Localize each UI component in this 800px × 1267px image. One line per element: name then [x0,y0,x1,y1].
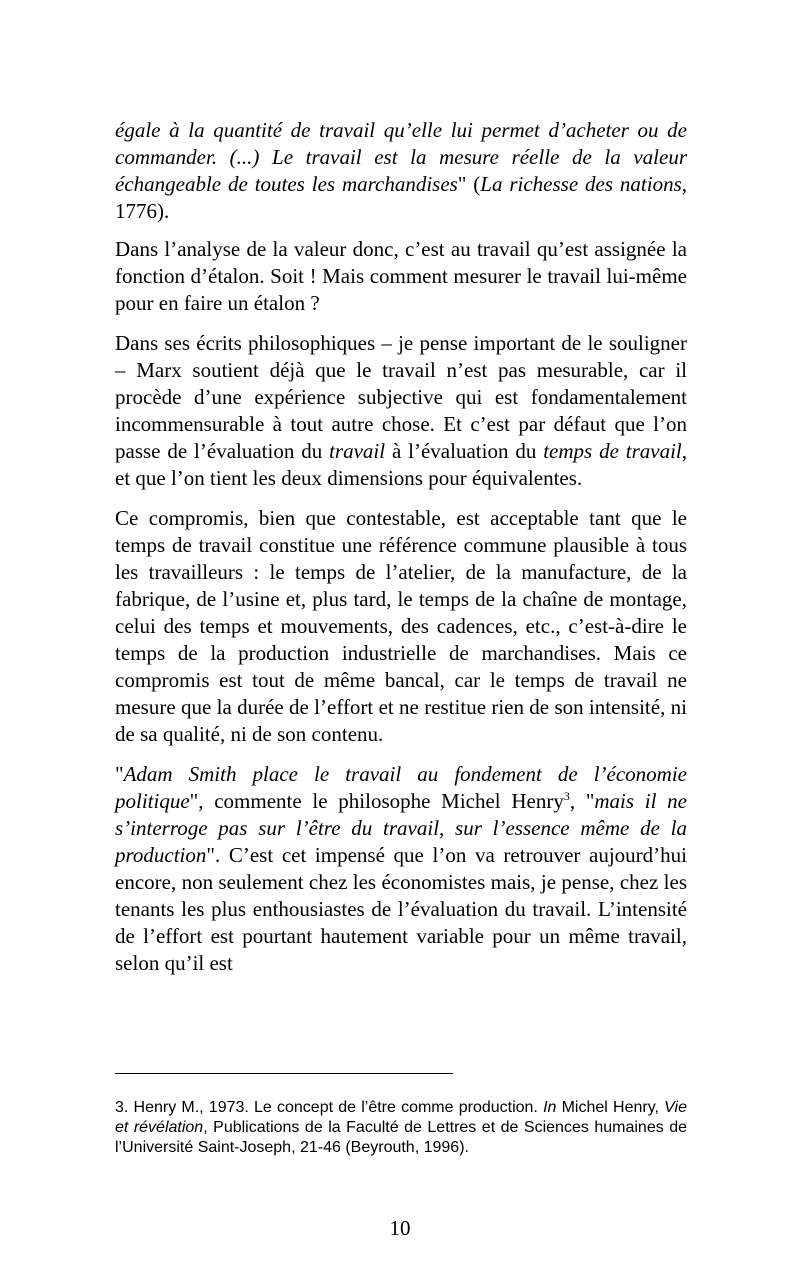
paragraph-compromise: Ce compromis, bien que contestable, est acceptable tant que le temps de travail constitue une référence commune plausible à tous les travailleurs : le temps de l’atelier, de la manufacture, de la fabrique, de l’usine et, plus tard, le temps de la chaîne de montage, celui des temps et mouvements, des cadences, etc., c’est-à-dire le temps de la production industrielle de marchandises. Mais ce compromis est tout de même bancal, car le temps de travail ne mesure que la durée de l’effort et ne restitue rien de son intensité, ni de sa qualité, ni de son contenu. [115,506,687,746]
footnote-reference: 3 [563,789,570,803]
footnote-separator [115,1073,453,1074]
paragraph-value-analysis: Dans l’analyse de la valeur donc, c’est au travail qu’est assignée la fonction d’étalon. Soit ! Mais comment mesurer le travail lui-même pour en faire un étalon ? [115,237,687,315]
page-body [115,117,687,990]
paragraph-quote-continuation: égale à la quantité de travail qu’elle lui permet d’acheter ou de commander. (...) Le travail est la mesure réelle de la valeur échangeable de toutes les marchandises" (La richesse des nations, 1776). [115,118,687,223]
footnote: 3. Henry M., 1973. Le concept de l’être comme production. In Michel Henry, Vie et révélation, Publications de la Faculté de Lettres et de Sciences humaines de l’Université Saint-Joseph, 21-46 (Beyrouth, 1996). [115,1099,688,1156]
paragraph-marx: Dans ses écrits philosophiques – je pense important de le souligner – Marx soutient déjà que le travail n’est pas mesurable, car il procède d’une expérience subjective qui est fondamentalement incommensurable à tout autre chose. Et c’est par défaut que l’on passe de l’évaluation du travail à l’évaluation du temps de travail, et que l’on tient les deux dimensions pour équivalentes. [115,331,688,490]
page-number: 10 [389,1216,411,1240]
quote-text: égale à la quantité de travail qu’elle lui permet d’acheter ou de commander. (...) Le travail est la mesure réelle de la valeur échangeable de toutes les marchandises [115,118,687,196]
paragraph-adam-smith: "Adam Smith place le travail au fondement de l’économie politique", commente le philosophe Michel Henry$^3$, "mais il ne s’interroge pas sur l’être du travail, sur l’essence même de la production". C’est cet impensé que l’on va retrouver aujourd’hui encore, non seulement chez les économistes mais, je pense, chez les tenants les plus enthousiastes de l’évaluation du travail. L’intensité de l’effort est pourtant hautement variable pour un même travail, selon qu’il est [115,762,687,975]
book-title: La richesse des nations [480,172,682,196]
